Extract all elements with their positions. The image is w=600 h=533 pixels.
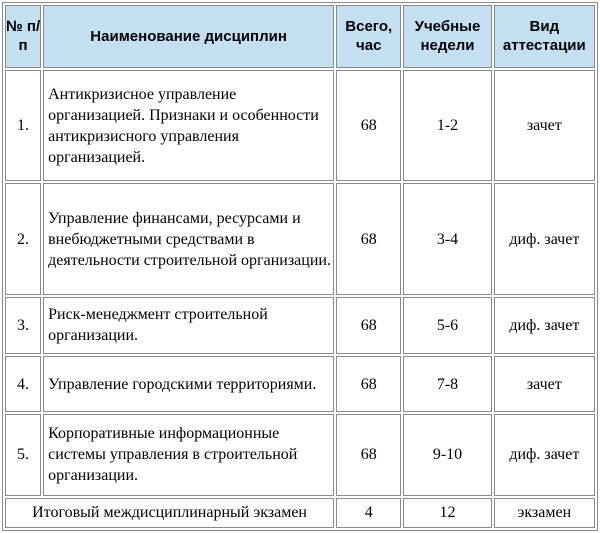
table-row [5, 183, 595, 295]
total-row [5, 498, 595, 528]
header-num [5, 5, 41, 68]
header-weeks [403, 5, 491, 68]
row-discipline: Управление городскими территориями. [43, 356, 334, 413]
row-discipline: Риск-менеджмент строительной организации. [43, 297, 334, 354]
row-num: 1. [5, 70, 41, 182]
row-certification: диф. зачет [494, 297, 595, 354]
row-weeks: 3-4 [403, 183, 491, 295]
curriculum-table [2, 2, 598, 531]
total-certification: экзамен [494, 498, 595, 528]
row-weeks: 7-8 [403, 356, 491, 413]
total-weeks: 12 [403, 498, 491, 528]
row-weeks: 1-2 [403, 70, 491, 182]
row-certification: зачет [494, 356, 595, 413]
row-weeks: 9-10 [403, 414, 491, 495]
row-num: 5. [5, 414, 41, 495]
table-row [5, 414, 595, 495]
table-row [5, 70, 595, 182]
header-certification [494, 5, 595, 68]
row-certification: диф. зачет [494, 414, 595, 495]
table-row [5, 356, 595, 413]
row-discipline: Корпоративные информационные системы управления в строительной организации. [43, 414, 334, 495]
header-total-hours [336, 5, 401, 68]
total-label: Итоговый междисциплинарный экзамен [5, 498, 334, 528]
row-hours: 68 [336, 297, 401, 354]
table-header-row [5, 5, 595, 68]
row-num: 4. [5, 356, 41, 413]
row-weeks: 5-6 [403, 297, 491, 354]
row-hours: 68 [336, 356, 401, 413]
row-discipline: Управление финансами, ресурсами и внебюджетными средствами в деятельности строительной организации. [43, 183, 334, 295]
row-certification: зачет [494, 70, 595, 182]
row-discipline: Антикризисное управление организацией. Признаки и особенности антикризисного управления организацией. [43, 70, 334, 182]
row-num: 2. [5, 183, 41, 295]
row-hours: 68 [336, 414, 401, 495]
row-certification: диф. зачет [494, 183, 595, 295]
row-num: 3. [5, 297, 41, 354]
header-total-hours-label: Всего, час [345, 18, 393, 55]
header-num-label: № п/п [6, 18, 41, 55]
header-weeks-label: Учебные недели [414, 18, 481, 55]
row-hours: 68 [336, 183, 401, 295]
header-discipline [43, 5, 334, 68]
header-certification-label: Вид аттестации [502, 18, 586, 55]
total-hours: 4 [336, 498, 401, 528]
table-row [5, 297, 595, 354]
row-hours: 68 [336, 70, 401, 182]
header-discipline-label: Наименование дисциплин [90, 27, 287, 45]
